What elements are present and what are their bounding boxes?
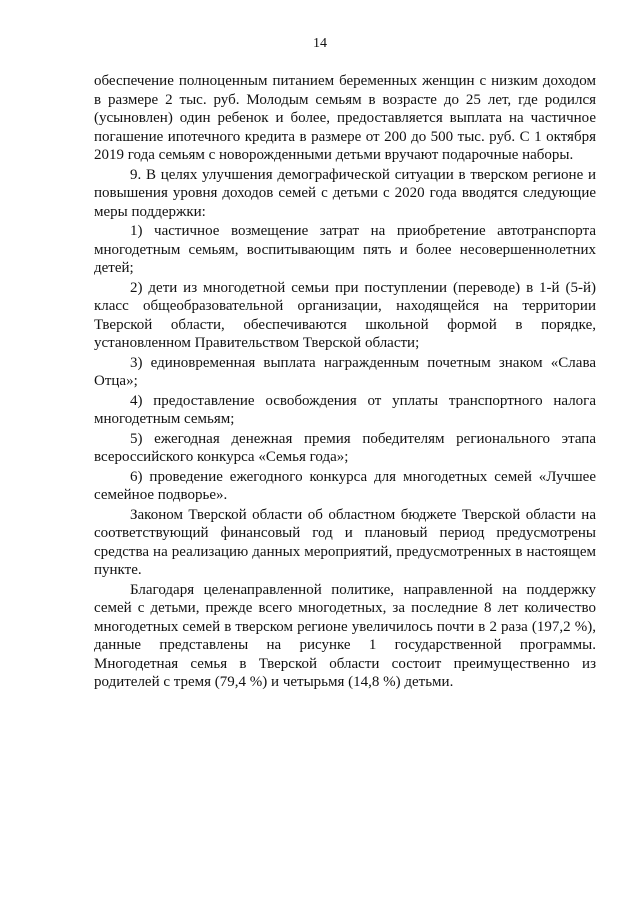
list-item-6: 6) проведение ежегодного конкурса для многодетных семей «Лучшее семейное подворье». xyxy=(94,468,596,503)
paragraph-statistics: Благодаря целенаправленной политике, направленной на поддержку семей с детьми, прежде всего многодетных, за последние 8 лет количество многодетных семей в тверском регионе увеличилось почти в 2 раза (197,2 %), данные представлены на рисунке 1 государственной программы. Многодетная семья в Тверской области состоит преимущественно из родителей с тремя (79,4 %) и четырьмя (14,8 %) детьми. xyxy=(94,581,596,690)
page-number: 14 xyxy=(313,36,327,51)
list-item-5: 5) ежегодная денежная премия победителям регионального этапа всероссийского конкурса «Семья года»; xyxy=(94,430,596,465)
document-body xyxy=(94,72,596,692)
paragraph-budget: Законом Тверской области об областном бюджете Тверской области на соответствующий финансовый год и плановый период предусмотрены средства на реализацию данных мероприятий, предусмотренных в настоящем пункте. xyxy=(94,506,596,578)
list-item-1: 1) частичное возмещение затрат на приобретение автотранспорта многодетным семьям, воспитывающим пять и более несовершеннолетних детей; xyxy=(94,223,596,276)
list-item-3: 3) единовременная выплата награжденным почетным знаком «Слава Отца»; xyxy=(94,354,596,389)
list-item-4: 4) предоставление освобождения от уплаты транспортного налога многодетным семьям; xyxy=(94,392,596,427)
paragraph-item-9: 9. В целях улучшения демографической ситуации в тверском регионе и повышения уровня доходов семей с детьми с 2020 года вводятся следующие меры поддержки: xyxy=(94,166,596,220)
list-item-2: 2) дети из многодетной семьи при поступлении (переводе) в 1-й (5-й) класс общеобразовательной организации, находящейся на территории Тверской области, обеспечиваются школьной формой в порядке, установленном Правительством Тверской области; xyxy=(94,279,596,351)
paragraph-continuation: обеспечение полноценным питанием беременных женщин с низким доходом в размере 2 тыс. руб. Молодым семьям в возрасте до 25 лет, где родился (усыновлен) один ребенок и более, предоставляется выплата на частичное погашение ипотечного кредита в размере от 200 до 500 тыс. руб. С 1 октября 2019 года семьям с новорожденными детьми вручают подарочные наборы. xyxy=(94,73,596,163)
